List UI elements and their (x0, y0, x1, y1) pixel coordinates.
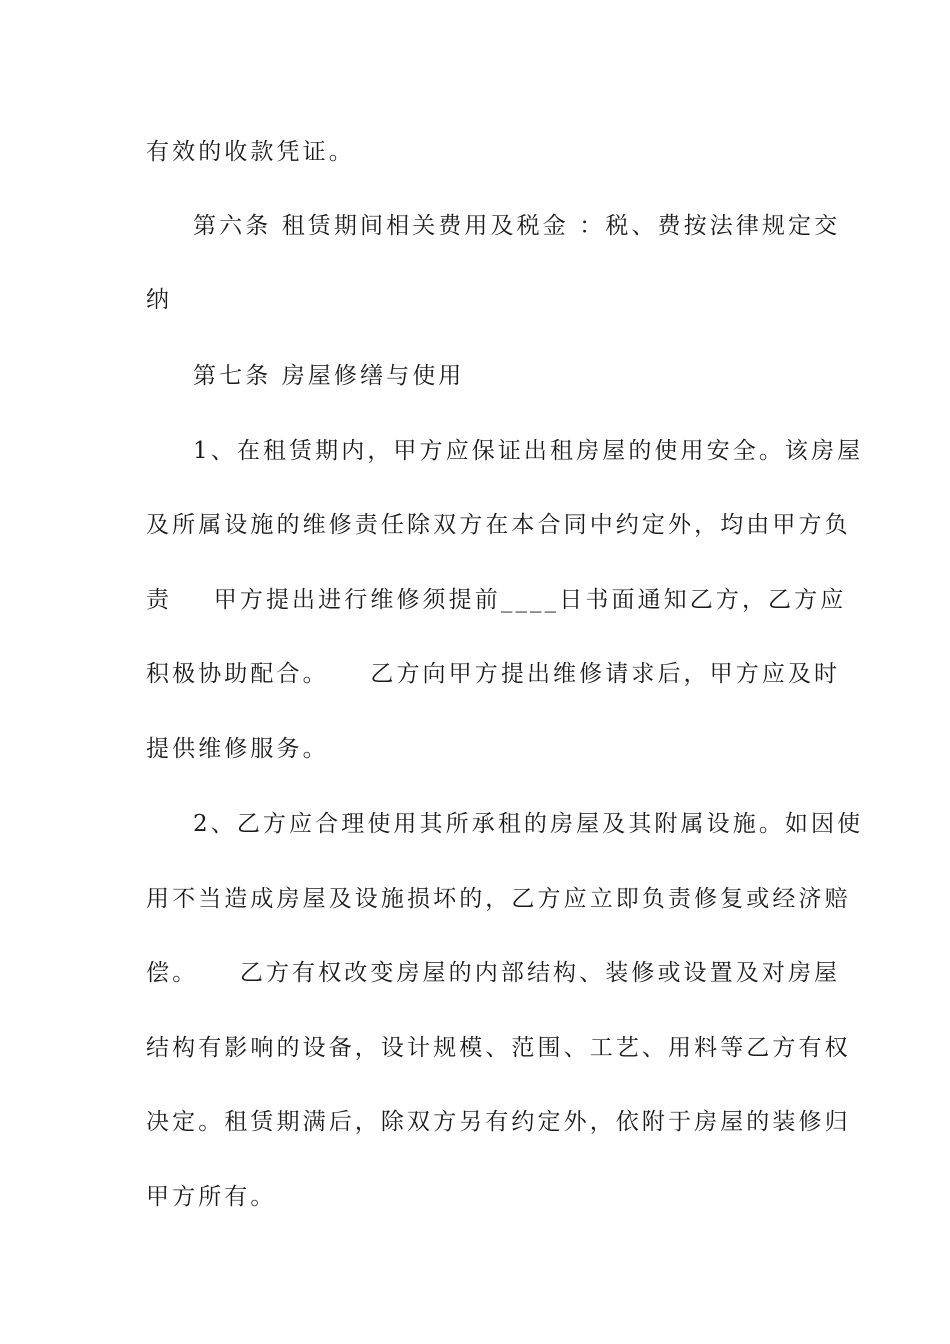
text-line: 结构有影响的设备，设计规模、范围、工艺、用料等乙方有权 (146, 1035, 851, 1061)
text-line: 1、在租赁期内，甲方应保证出租房屋的使用安全。该房屋 (193, 438, 864, 464)
clause-heading-7: 第七条 房屋修缮与使用 (193, 363, 465, 389)
text-line: 及所属设施的维修责任除双方在本合同中约定外，均由甲方负 (146, 512, 851, 538)
text-line: 决定。租赁期满后，除双方另有约定外，依附于房屋的装修归 (146, 1109, 851, 1135)
text-line: 2、乙方应合理使用其所承租的房屋及其附属设施。如因使 (193, 811, 864, 837)
text-line: 积极协助配合。 乙方向甲方提出维修请求后，甲方应及时 (146, 661, 841, 687)
text-line: 责 甲方提出进行维修须提前____日书面通知乙方，乙方应 (146, 587, 847, 613)
text-line: 甲方所有。 (146, 1184, 277, 1210)
text-line: 有效的收款凭证。 (146, 139, 355, 165)
text-line: 提供维修服务。 (146, 736, 329, 762)
text-line: 用不当造成房屋及设施损坏的，乙方应立即负责修复或经济赔 (146, 886, 851, 912)
text-line: 偿。 乙方有权改变房屋的内部结构、装修或设置及对房屋 (146, 960, 841, 986)
text-line: 纳 (146, 287, 173, 313)
clause-heading-6: 第六条 租赁期间相关费用及税金 ：税、费按法律规定交 (193, 213, 841, 239)
